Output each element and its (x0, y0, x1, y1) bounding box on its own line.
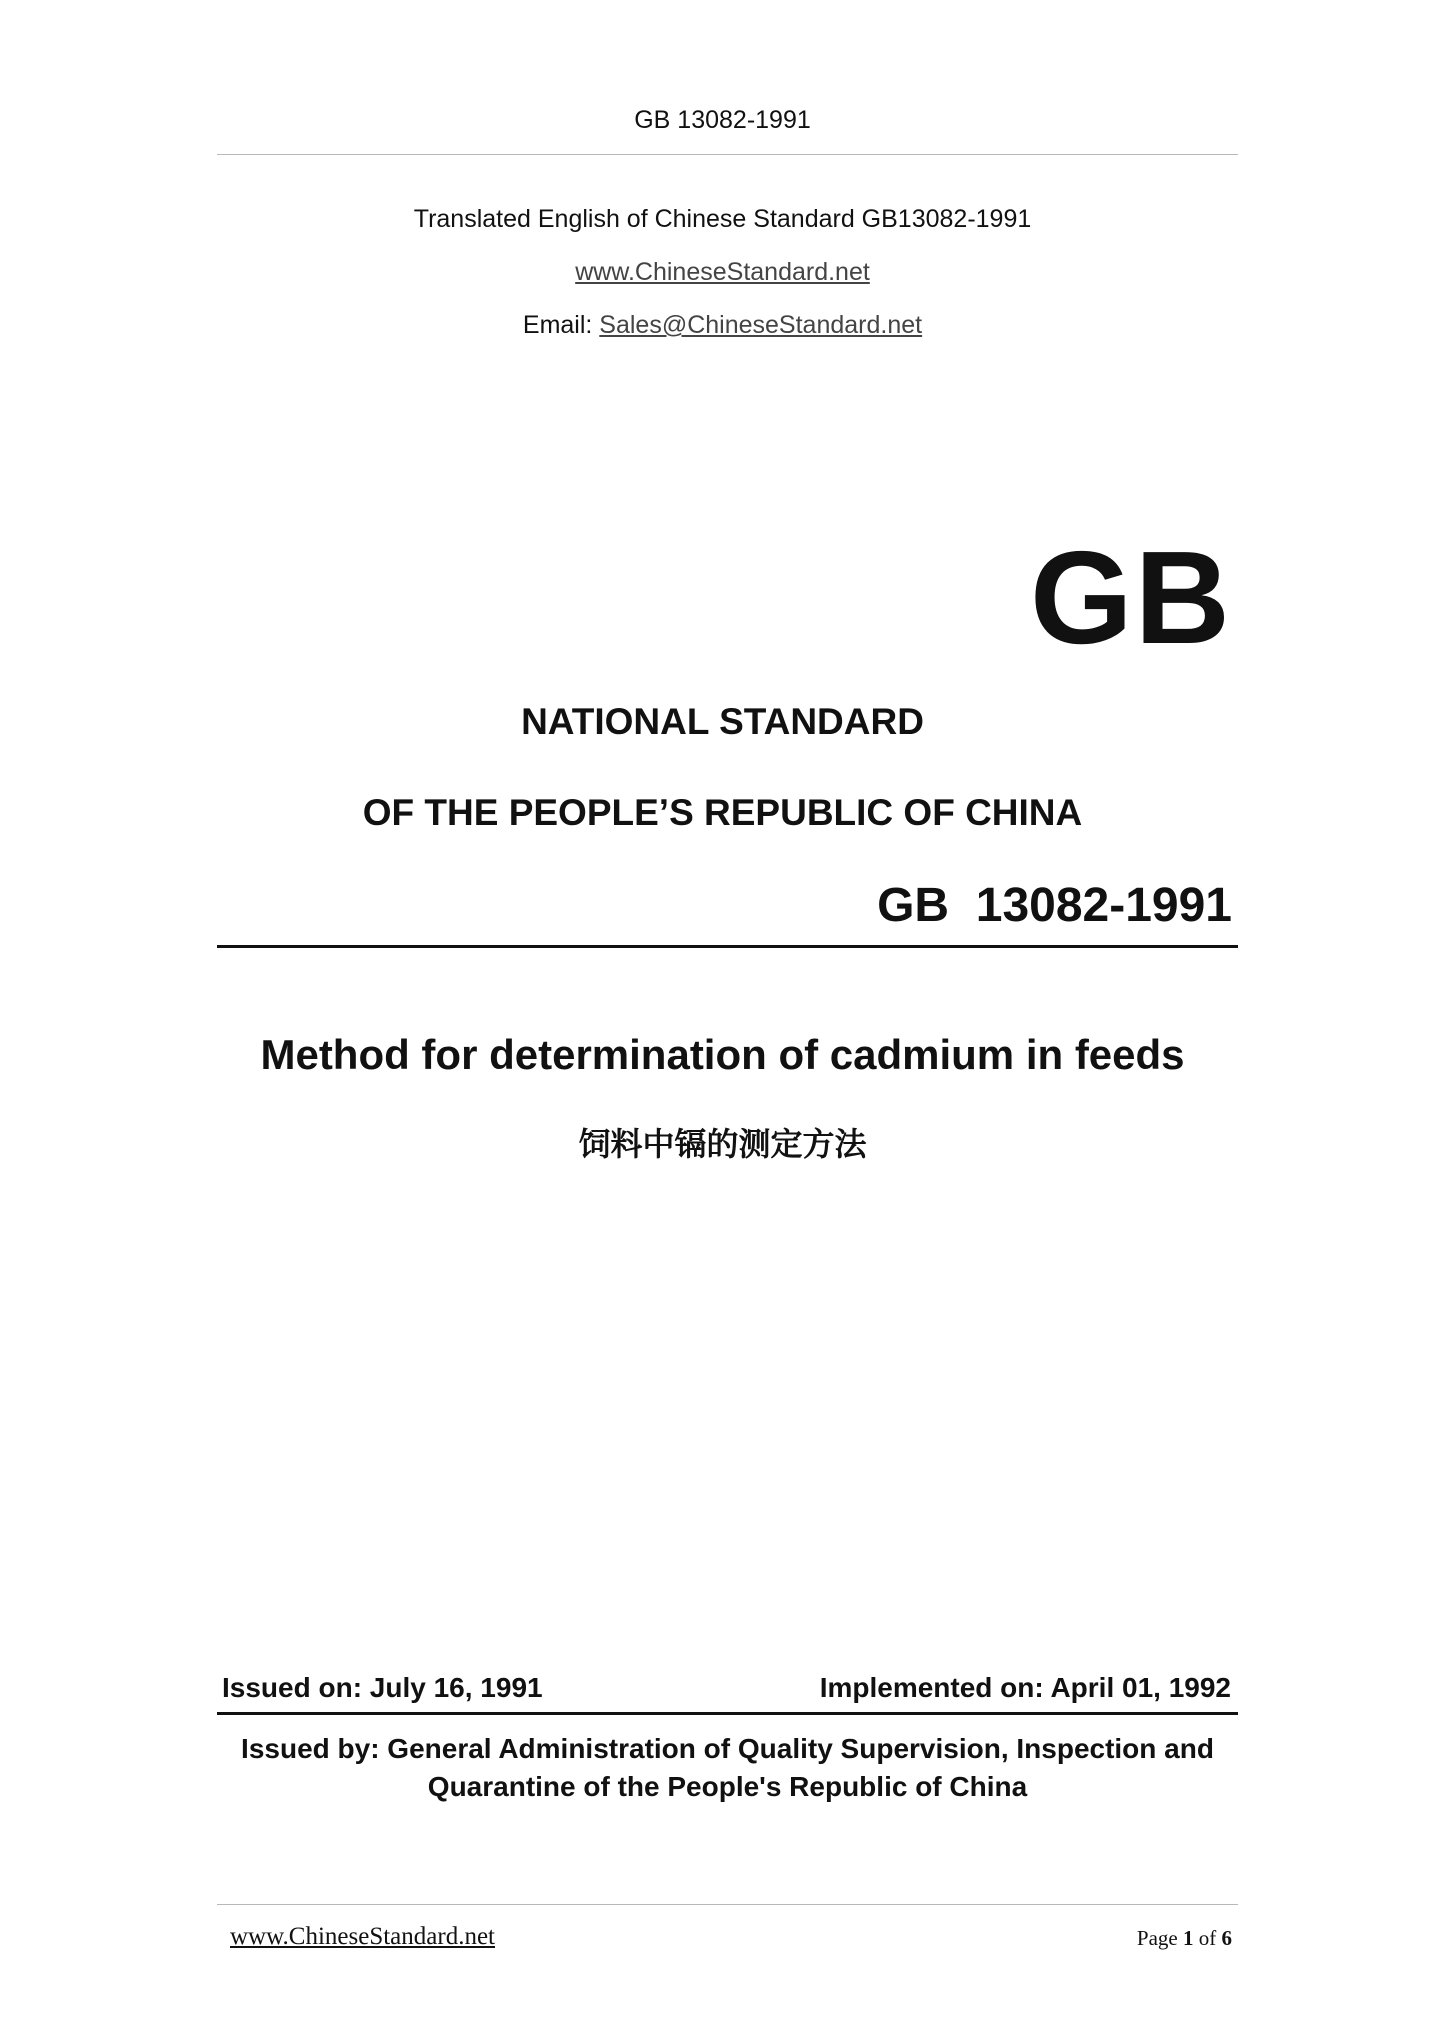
running-header-title: GB 13082-1991 (634, 106, 811, 134)
email-link[interactable]: Sales@ChineseStandard.net (599, 311, 923, 339)
page-total: 6 (1221, 1926, 1232, 1950)
gb-logo: GB (1030, 524, 1232, 671)
page-indicator (1137, 1925, 1232, 1951)
national-standard-heading: NATIONAL STANDARD (521, 701, 924, 742)
issuing-authority-line2: Quarantine of the People's Republic of China (427, 1771, 1028, 1802)
page-label: Page (1136, 1926, 1183, 1950)
website-line (0, 257, 1445, 287)
header-divider (217, 154, 1238, 155)
page-current: 1 (1183, 1926, 1194, 1950)
dates-divider (217, 1712, 1238, 1715)
website-link[interactable]: www.ChineseStandard.net (575, 258, 870, 286)
email-label: Email: (522, 311, 600, 339)
issued-on-date: Issued on: July 16, 1991 (222, 1672, 543, 1703)
email-line (0, 310, 1445, 340)
title-divider (217, 945, 1238, 948)
page-of: of (1193, 1926, 1222, 1950)
footer-website-link[interactable]: www.ChineseStandard.net (230, 1923, 495, 1950)
translation-note: Translated English of Chinese Standard GB13082-1991 (413, 205, 1032, 233)
issuing-authority-line1: Issued by: General Administration of Quality Supervision, Inspection and (241, 1733, 1214, 1764)
document-title-chinese: 饲料中镉的测定方法 (578, 1126, 867, 1162)
footer-divider (217, 1904, 1238, 1905)
document-title-english: Method for determination of cadmium in feeds (260, 1031, 1185, 1078)
implemented-on-date: Implemented on: April 01, 1992 (819, 1672, 1231, 1703)
country-heading: OF THE PEOPLE’S REPUBLIC OF CHINA (362, 792, 1083, 833)
standard-number: GB 13082-1991 (877, 879, 1232, 932)
issuing-authority (217, 1730, 1238, 1806)
